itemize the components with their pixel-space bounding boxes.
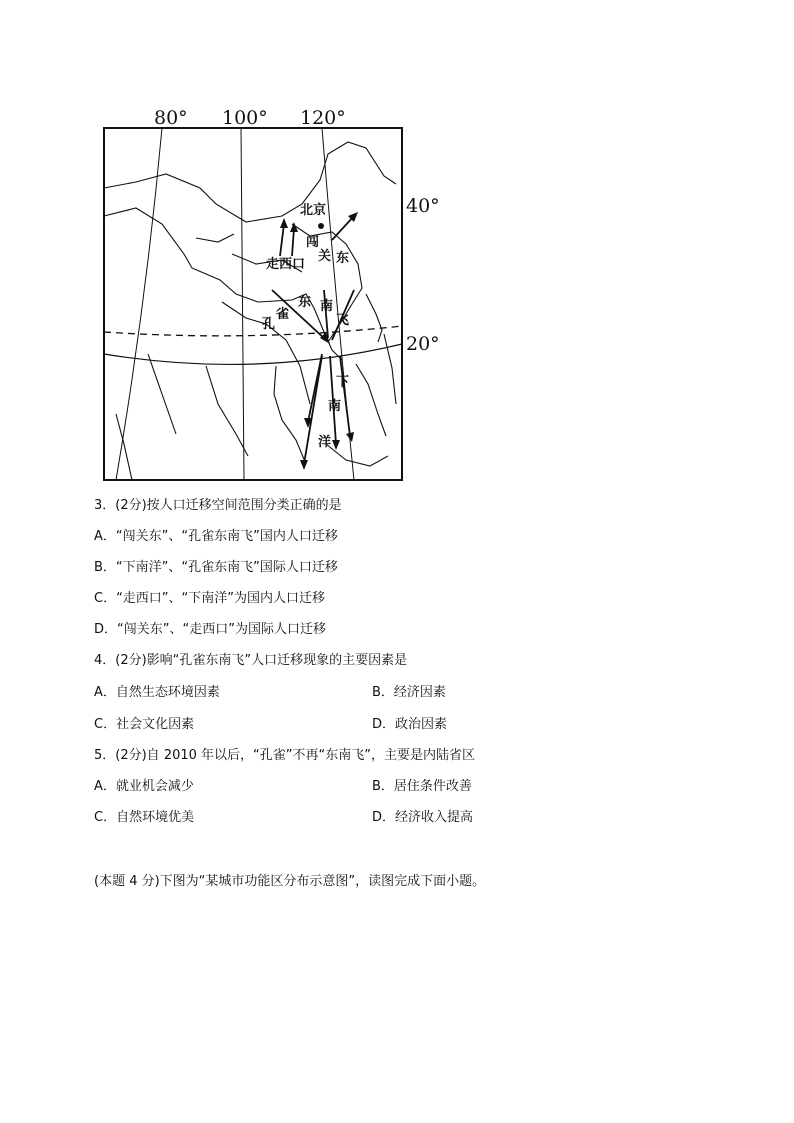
q4-option-c: C．社会文化因素 bbox=[94, 717, 195, 732]
beijing-dot bbox=[318, 223, 324, 229]
label-beijing: 北京 bbox=[300, 203, 327, 218]
label-guan: 关 bbox=[318, 249, 332, 264]
question-4-stem: 4．(2分)影响“孔雀东南飞”人口迁移现象的主要因素是 bbox=[94, 653, 408, 668]
label-chuang: 闯 bbox=[306, 235, 320, 250]
lon-label-120: 120° bbox=[300, 107, 346, 129]
migration-map bbox=[96, 104, 446, 484]
lon-label-100: 100° bbox=[222, 107, 268, 129]
label-kongque-dong: 东 bbox=[298, 295, 312, 310]
q3-option-c: C．“走西口”、“下南洋”为国内人口迁移 bbox=[94, 591, 326, 606]
q5-option-a: A．就业机会减少 bbox=[94, 779, 194, 794]
label-kongque-nan: 南 bbox=[320, 299, 334, 314]
lat-label-20: 20° bbox=[406, 333, 440, 355]
q4-option-a: A．自然生态环境因素 bbox=[94, 685, 220, 700]
lat-label-40: 40° bbox=[406, 195, 440, 217]
q4-option-d: D．政治因素 bbox=[372, 717, 448, 732]
label-yang: 洋 bbox=[318, 435, 332, 450]
label-que: 雀 bbox=[276, 307, 290, 322]
q5-option-d: D．经济收入提高 bbox=[372, 810, 474, 825]
label-dong: 东 bbox=[336, 251, 350, 266]
label-fei: 飞 bbox=[336, 313, 350, 328]
q3-option-b: B．“下南洋”、“孔雀东南飞”国际人口迁移 bbox=[94, 560, 338, 575]
label-zouxikou: 走西口 bbox=[266, 257, 306, 272]
question-5-stem: 5．(2分)自 2010 年以后，“孔雀”不再“东南飞”，主要是内陆省区 bbox=[94, 748, 475, 763]
section-intro: (本题 4 分)下图为“某城市功能区分布示意图”，读图完成下面小题。 bbox=[94, 874, 486, 889]
q3-option-d: D．“闯关东”、“走西口”为国际人口迁移 bbox=[94, 622, 326, 637]
q4-option-b: B．经济因素 bbox=[372, 685, 446, 700]
label-xia: 下 bbox=[336, 375, 350, 390]
q3-option-a: A．“闯关东”、“孔雀东南飞”国内人口迁移 bbox=[94, 529, 338, 544]
question-3-stem: 3．(2分)按人口迁移空间范围分类正确的是 bbox=[94, 498, 342, 513]
lon-label-80: 80° bbox=[154, 107, 188, 129]
map-frame bbox=[104, 128, 402, 480]
q5-option-b: B．居住条件改善 bbox=[372, 779, 472, 794]
label-xianan-nan: 南 bbox=[328, 399, 342, 414]
q5-option-c: C．自然环境优美 bbox=[94, 810, 195, 825]
label-kong: 孔 bbox=[262, 317, 276, 332]
map-svg bbox=[96, 104, 446, 484]
